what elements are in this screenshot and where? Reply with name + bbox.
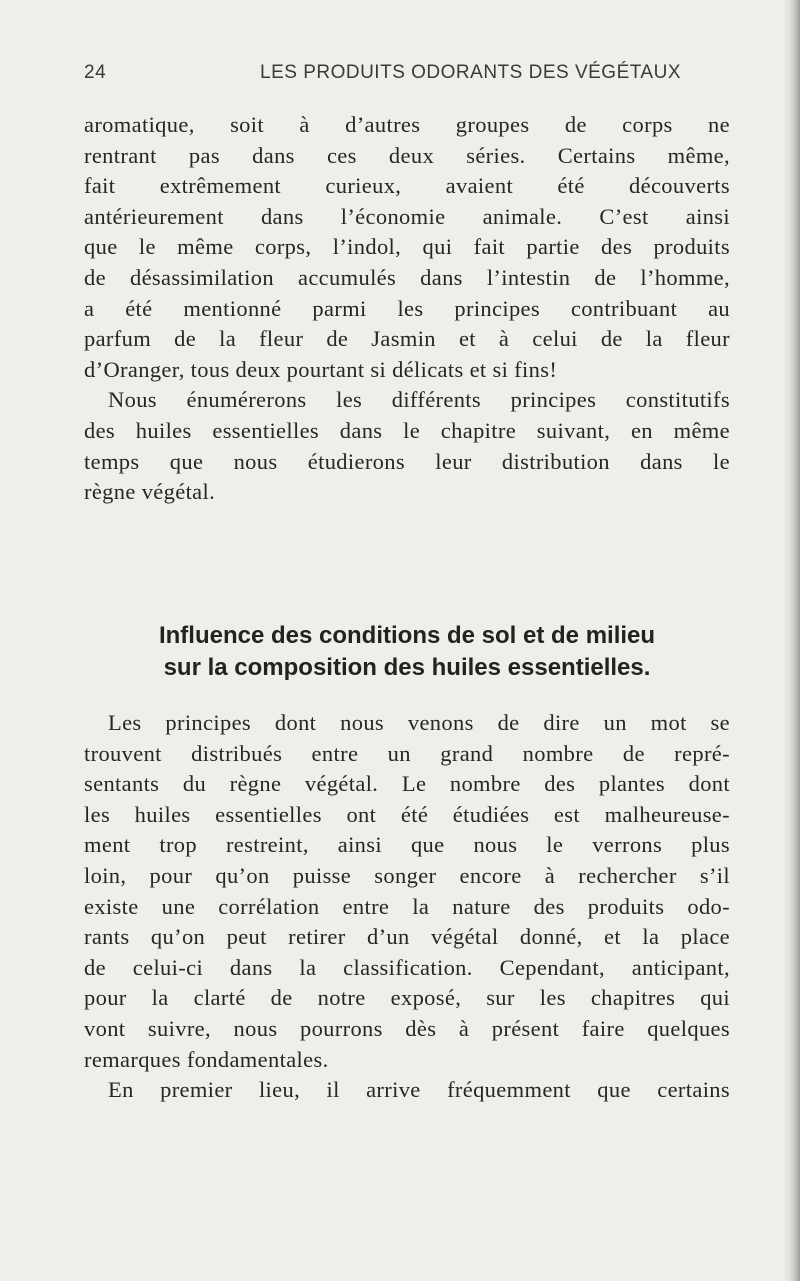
page-edge-shadow [782,0,800,1281]
text-line: sentants du règne végétal. Le nombre des plantes dont [84,771,730,797]
heading-line: sur la composition des huiles essentielles. [163,654,651,681]
text-line: de celui-ci dans la classification. Cependant, anticipant, [84,954,730,980]
text-line: Les principes dont nous venons de dire un mot se [108,710,730,735]
text-line: loin, pour qu’on puisse songer encore à rechercher s’il [84,862,730,888]
text-line: Nous énumérerons les différents principes constitutifs [108,387,730,413]
text-line: trouvent distribués entre un grand nombre de repré- [84,740,730,766]
text-line: pour la clarté de notre exposé, sur les chapitres qui [84,985,730,1011]
text-line: règne végétal. [84,479,216,505]
text-line: a été mentionné parmi les principes contribuant au [84,295,730,321]
paragraph-intro [84,110,730,508]
paragraph-influence [84,708,730,1106]
text-line: de désassimilation accumulés dans l’intestin de l’homme, [84,264,730,290]
text-line: antérieurement dans l’économie animale. C’est ainsi [84,203,730,229]
running-title: LES PRODUITS ODORANTS DES VÉGÉTAUX [260,62,682,83]
text-line: temps que nous étudierons leur distribution dans le [84,448,730,474]
text-line: vont suivre, nous pourrons dès à présent faire quelques [84,1015,730,1041]
text-line: rants qu’on peut retirer d’un végétal donné, et la place [84,924,730,950]
text-line: rentrant pas dans ces deux séries. Certains même, [84,142,730,168]
text-line: ment trop restreint, ainsi que nous le verrons plus [84,832,730,858]
text-line: que le même corps, l’indol, qui fait partie des produits [84,234,730,260]
heading-line: Influence des conditions de sol et de milieu [158,622,656,649]
text-line: des huiles essentielles dans le chapitre suivant, en même [84,417,730,443]
text-line: remarques fondamentales. [84,1046,329,1072]
page-number: 24 [84,62,107,83]
text-line: d’Oranger, tous deux pourtant si délicats et si fins! [84,356,558,382]
text-line: En premier lieu, il arrive fréquemment que certains [108,1077,730,1103]
text-line: parfum de la fleur de Jasmin et à celui de la fleur [84,326,730,352]
page-header [84,62,729,88]
text-line: existe une corrélation entre la nature des produits odo- [84,893,730,919]
text-line: les huiles essentielles ont été étudiées est malheureuse- [84,801,730,827]
text-line: fait extrêmement curieux, avaient été découverts [84,173,730,199]
text-line: aromatique, soit à d’autres groupes de corps ne [84,112,730,137]
section-heading [84,620,730,684]
